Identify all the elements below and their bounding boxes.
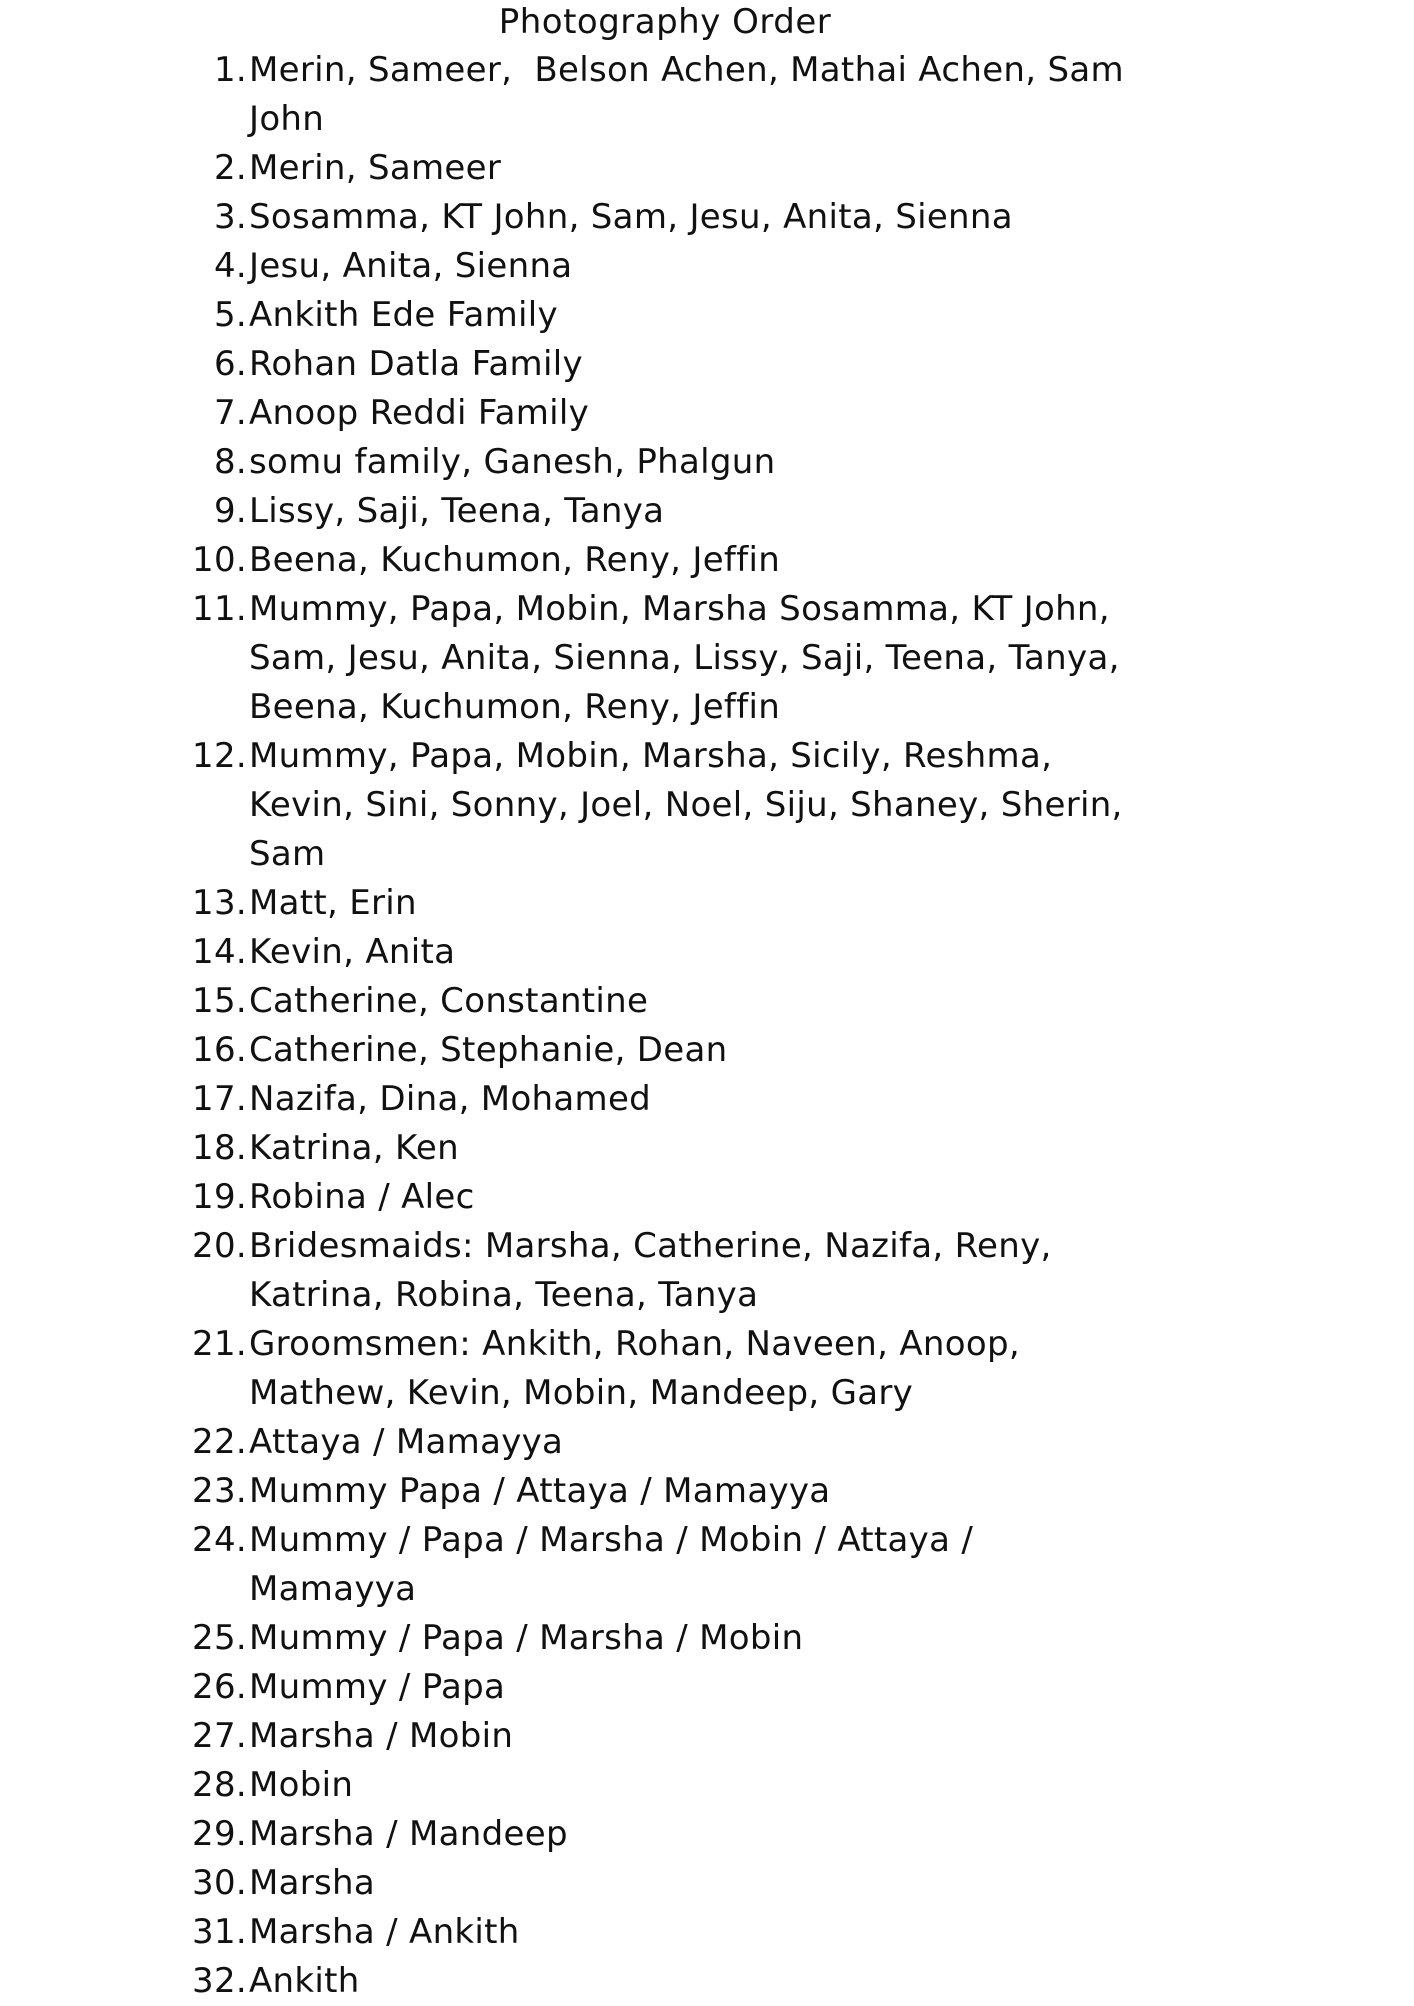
list-item-number: 1. (213, 50, 247, 90)
list-item-text (249, 1075, 1135, 1124)
list-item (175, 1173, 1135, 1222)
list-item (175, 1663, 1135, 1712)
list-item-line: Anoop Reddi Family (249, 393, 590, 433)
list-item-line: Catherine, Constantine (249, 981, 649, 1021)
list-item-number: 19. (192, 1177, 247, 1217)
list-item-text (249, 487, 1135, 536)
list-item-line: Mathew, Kevin, Mobin, Mandeep, Gary (249, 1373, 914, 1413)
list-item-number: 25. (192, 1618, 247, 1658)
list-item (175, 879, 1135, 928)
list-item (175, 340, 1135, 389)
list-item-text (249, 1222, 1135, 1320)
list-item-line: Bridesmaids: Marsha, Catherine, Nazifa, Reny, (249, 1226, 1052, 1266)
list-item-line: Mummy, Papa, Mobin, Marsha Sosamma, KT John, (249, 589, 1110, 629)
list-item-text (249, 1810, 1135, 1859)
list-item-number: 17. (192, 1079, 247, 1119)
list-item (175, 1026, 1135, 1075)
list-item-line: Nazifa, Dina, Mohamed (249, 1079, 652, 1119)
list-item-line: Mobin (249, 1765, 354, 1805)
list-item (175, 1516, 1135, 1614)
list-item-line: Kevin, Anita (249, 932, 456, 972)
list-item-text (249, 536, 1135, 585)
list-item-line: Jesu, Anita, Sienna (249, 246, 573, 286)
list-item-text (249, 1712, 1135, 1761)
list-item-text (249, 879, 1135, 928)
list-item-line: Mummy / Papa / Marsha / Mobin (249, 1618, 804, 1658)
list-item-text (249, 438, 1135, 487)
list-item-number: 28. (192, 1765, 247, 1805)
list-item (175, 1418, 1135, 1467)
list-item-line: Robina / Alec (249, 1177, 475, 1217)
list-item-line: Merin, Sameer (249, 148, 502, 188)
list-item-line: Marsha / Ankith (249, 1912, 520, 1952)
list-item-line: Groomsmen: Ankith, Rohan, Naveen, Anoop, (249, 1324, 1020, 1364)
list-item-number: 10. (192, 540, 247, 580)
list-item-number: 3. (213, 197, 247, 237)
list-item-text (249, 291, 1135, 340)
page-title: Photography Order (498, 2, 832, 42)
list-item-text (249, 1908, 1135, 1957)
list-item-text (249, 1761, 1135, 1810)
list-item-text (249, 585, 1135, 732)
list-item-number: 30. (192, 1863, 247, 1903)
list-item-text (249, 977, 1135, 1026)
list-item-line: Mummy / Papa (249, 1667, 506, 1707)
list-item (175, 487, 1135, 536)
list-item-text (249, 1516, 1135, 1614)
list-item (175, 1222, 1135, 1320)
list-item-number: 23. (192, 1471, 247, 1511)
list-item (175, 1957, 1135, 2006)
list-item (175, 1614, 1135, 1663)
list-item-number: 15. (192, 981, 247, 1021)
list-item (175, 1075, 1135, 1124)
list-item-line: Merin, Sameer, Belson Achen, Mathai Achen, Sam (249, 50, 1124, 90)
list-item (175, 438, 1135, 487)
list-item-number: 12. (192, 736, 247, 776)
list-item-text (249, 144, 1135, 193)
list-item-line: John (249, 99, 325, 139)
list-item (175, 1320, 1135, 1418)
photography-order-list (175, 46, 1135, 2006)
list-item (175, 1859, 1135, 1908)
list-item-number: 32. (192, 1961, 247, 2001)
list-item (175, 585, 1135, 732)
list-item-number: 5. (213, 295, 247, 335)
list-item-line: Sosamma, KT John, Sam, Jesu, Anita, Sienna (249, 197, 1013, 237)
list-item-line: Lissy, Saji, Teena, Tanya (249, 491, 665, 531)
list-item-number: 9. (213, 491, 247, 531)
list-item-line: Marsha / Mandeep (249, 1814, 568, 1854)
list-item-number: 27. (192, 1716, 247, 1756)
list-item (175, 1761, 1135, 1810)
list-item-line: Katrina, Ken (249, 1128, 459, 1168)
list-item-line: Mummy, Papa, Mobin, Marsha, Sicily, Reshma, (249, 736, 1053, 776)
list-item-line: Sam, Jesu, Anita, Sienna, Lissy, Saji, Teena, Tanya, (249, 638, 1120, 678)
list-item-number: 22. (192, 1422, 247, 1462)
list-item-number: 8. (213, 442, 247, 482)
list-item-number: 11. (192, 589, 247, 629)
list-item (175, 536, 1135, 585)
list-item (175, 291, 1135, 340)
list-item (175, 928, 1135, 977)
list-item-text (249, 1418, 1135, 1467)
list-item (175, 46, 1135, 144)
list-item-line: Marsha / Mobin (249, 1716, 514, 1756)
list-item (175, 1467, 1135, 1516)
list-item-line: somu family, Ganesh, Phalgun (249, 442, 776, 482)
list-item-text (249, 242, 1135, 291)
list-item-line: Ankith (249, 1961, 360, 2001)
list-item-number: 16. (192, 1030, 247, 1070)
list-item-text (249, 1026, 1135, 1075)
list-item-text (249, 1957, 1135, 2006)
list-item-number: 6. (213, 344, 247, 384)
list-item-line: Attaya / Mamayya (249, 1422, 564, 1462)
list-item (175, 1124, 1135, 1173)
list-item-text (249, 389, 1135, 438)
list-item-number: 14. (192, 932, 247, 972)
list-item-number: 21. (192, 1324, 247, 1364)
list-item-line: Marsha (249, 1863, 376, 1903)
list-item-text (249, 1467, 1135, 1516)
list-item-text (249, 46, 1135, 144)
list-item-text (249, 1859, 1135, 1908)
list-item (175, 1712, 1135, 1761)
list-item-text (249, 1663, 1135, 1712)
list-item-text (249, 193, 1135, 242)
list-item-number: 20. (192, 1226, 247, 1266)
list-item-number: 31. (192, 1912, 247, 1952)
list-item-text (249, 1320, 1135, 1418)
list-item (175, 389, 1135, 438)
list-item (175, 1908, 1135, 1957)
list-item (175, 242, 1135, 291)
list-item-number: 7. (213, 393, 247, 433)
list-item-line: Katrina, Robina, Teena, Tanya (249, 1275, 759, 1315)
list-item-text (249, 1614, 1135, 1663)
list-item-line: Rohan Datla Family (249, 344, 583, 384)
list-item-number: 18. (192, 1128, 247, 1168)
list-item-text (249, 1124, 1135, 1173)
list-item-number: 4. (213, 246, 247, 286)
list-item-text (249, 732, 1135, 879)
list-item-number: 13. (192, 883, 247, 923)
list-item-line: Sam (249, 834, 326, 874)
list-item-number: 29. (192, 1814, 247, 1854)
list-item-number: 24. (192, 1520, 247, 1560)
list-item-line: Mummy Papa / Attaya / Mamayya (249, 1471, 831, 1511)
list-item (175, 977, 1135, 1026)
list-item-line: Mummy / Papa / Marsha / Mobin / Attaya / (249, 1520, 974, 1560)
list-item-text (249, 928, 1135, 977)
list-item-line: Ankith Ede Family (249, 295, 558, 335)
list-item-line: Kevin, Sini, Sonny, Joel, Noel, Siju, Shaney, Sherin, (249, 785, 1123, 825)
list-item-number: 2. (213, 148, 247, 188)
list-item (175, 732, 1135, 879)
list-item-number: 26. (192, 1667, 247, 1707)
list-item-text (249, 1173, 1135, 1222)
list-item-text (249, 340, 1135, 389)
list-item-line: Mamayya (249, 1569, 417, 1609)
list-item-line: Catherine, Stephanie, Dean (249, 1030, 728, 1070)
list-item (175, 1810, 1135, 1859)
list-item (175, 144, 1135, 193)
list-item-line: Beena, Kuchumon, Reny, Jeffin (249, 687, 781, 727)
list-item-line: Matt, Erin (249, 883, 417, 923)
list-item-line: Beena, Kuchumon, Reny, Jeffin (249, 540, 781, 580)
list-item (175, 193, 1135, 242)
